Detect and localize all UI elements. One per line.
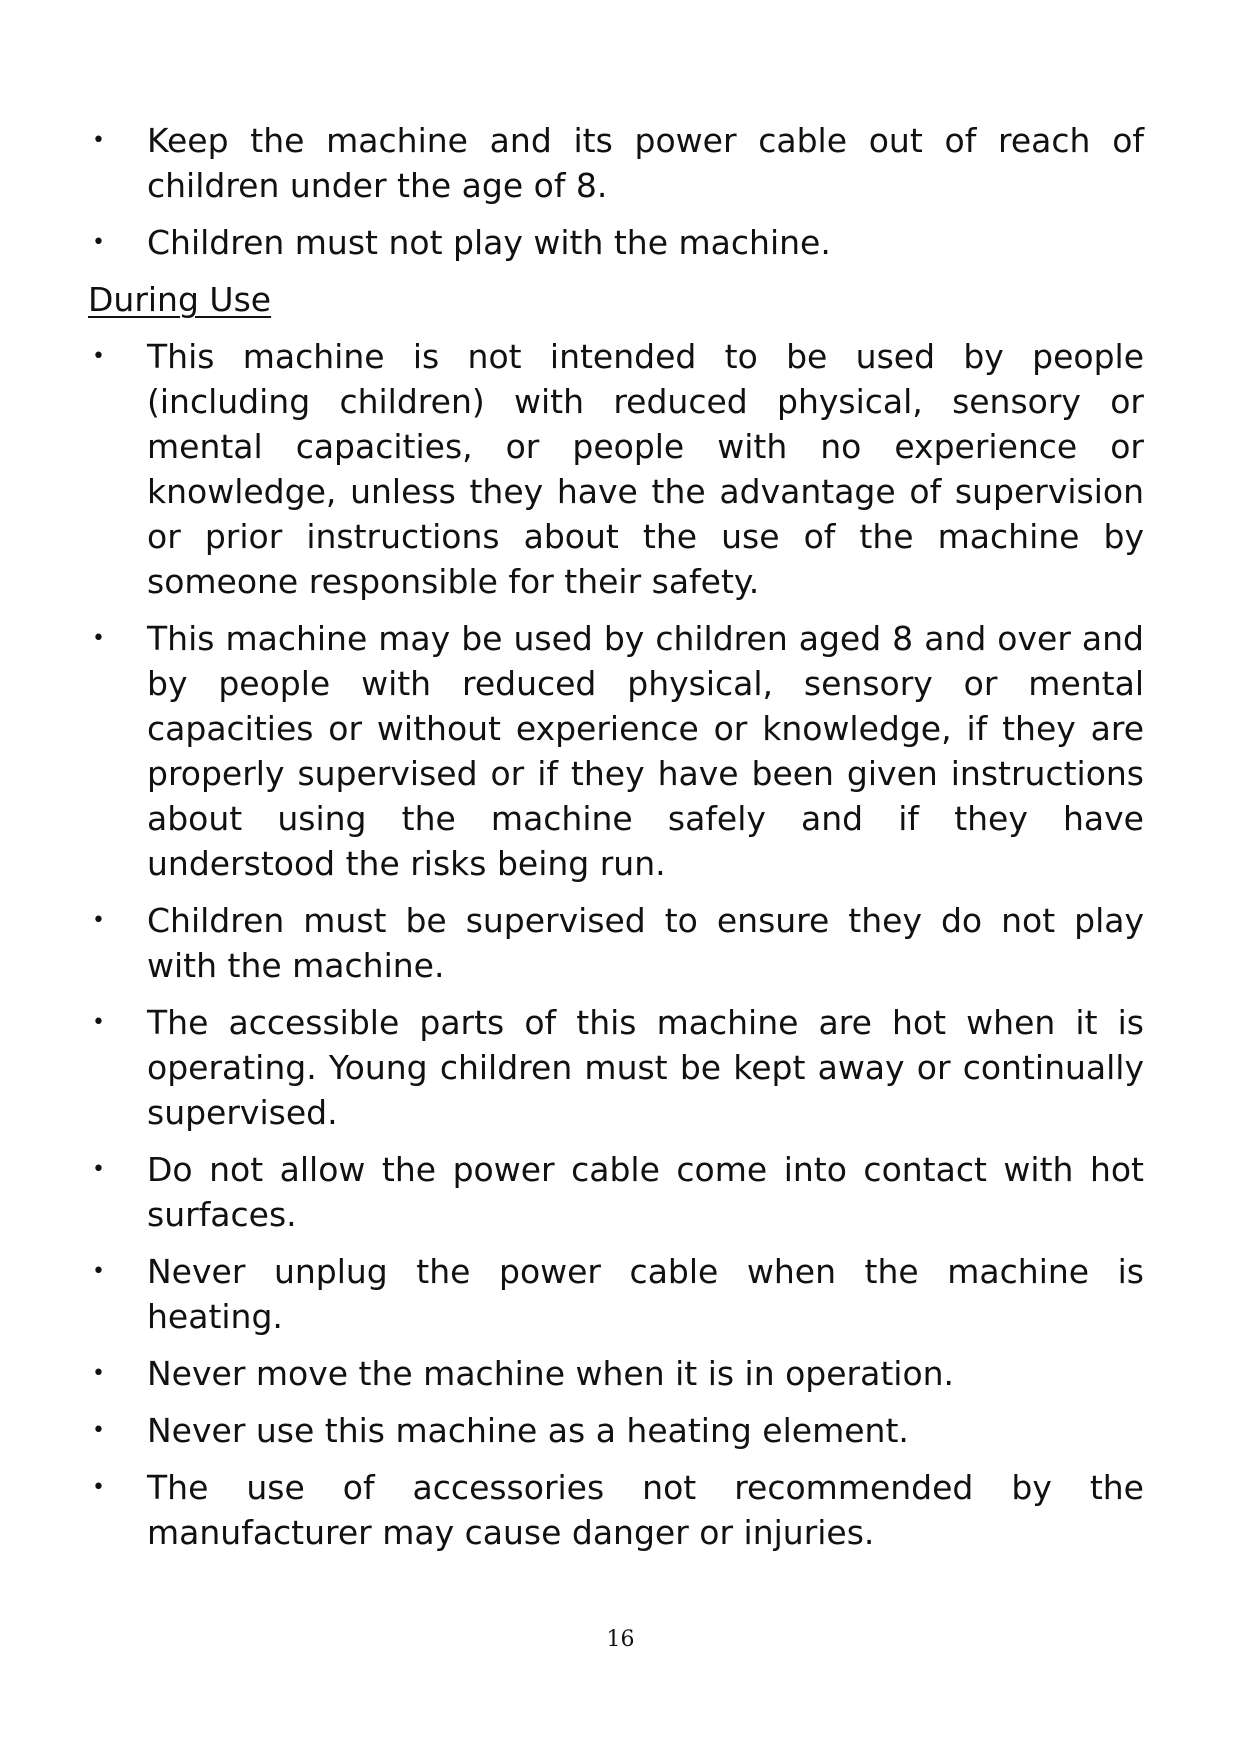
list-item-text: This machine may be used by children aged 8 and over and by people with reduced physical, sensory or mental capacities or without experience or knowledge, if they are properly supervised or if they have been given instructions about using the machine safely and if they have understood the risks being run.	[147, 619, 1144, 883]
list-item-text: Never use this machine as a heating element.	[147, 1411, 909, 1450]
bullet-icon: •	[92, 1475, 105, 1500]
page-number: 16	[606, 1627, 635, 1652]
bullet-icon: •	[92, 908, 105, 933]
list-item-text: The accessible parts of this machine are hot when it is operating. Young children must be kept away or continually supervised.	[147, 1003, 1144, 1132]
bullet-icon: •	[92, 1418, 105, 1443]
during-use-bullet-list	[88, 334, 1144, 1555]
list-item-text: Do not allow the power cable come into contact with hot surfaces.	[147, 1150, 1144, 1234]
list-item	[88, 1249, 1144, 1339]
list-item	[88, 616, 1144, 886]
list-item-text: Never move the machine when it is in operation.	[147, 1354, 955, 1393]
list-item	[88, 118, 1144, 208]
page-content	[88, 118, 1144, 1567]
intro-bullet-list	[88, 118, 1144, 265]
list-item-text: Children must not play with the machine.	[147, 223, 831, 262]
bullet-icon: •	[92, 1157, 105, 1182]
list-item-text: The use of accessories not recommended by the manufacturer may cause danger or injuries.	[147, 1468, 1144, 1552]
list-item	[88, 220, 1144, 265]
section-heading-during-use: During Use	[88, 280, 272, 319]
list-item	[88, 1147, 1144, 1237]
list-item	[88, 1408, 1144, 1453]
bullet-icon: •	[92, 344, 105, 369]
list-item-text: Children must be supervised to ensure they do not play with the machine.	[147, 901, 1144, 985]
bullet-icon: •	[92, 1259, 105, 1284]
list-item	[88, 1465, 1144, 1555]
bullet-icon: •	[92, 1361, 105, 1386]
list-item	[88, 898, 1144, 988]
list-item-text: Keep the machine and its power cable out of reach of children under the age of 8.	[147, 121, 1144, 205]
bullet-icon: •	[92, 626, 105, 651]
list-item	[88, 334, 1144, 604]
list-item	[88, 1000, 1144, 1135]
bullet-icon: •	[92, 230, 105, 255]
list-item-text: Never unplug the power cable when the machine is heating.	[147, 1252, 1144, 1336]
list-item	[88, 1351, 1144, 1396]
list-item-text: This machine is not intended to be used by people (including children) with reduced physical, sensory or mental capacities, or people with no experience or knowledge, unless they have the advantage of supervision or prior instructions about the use of the machine by someone responsible for their safety.	[147, 337, 1144, 601]
bullet-icon: •	[92, 128, 105, 153]
bullet-icon: •	[92, 1010, 105, 1035]
